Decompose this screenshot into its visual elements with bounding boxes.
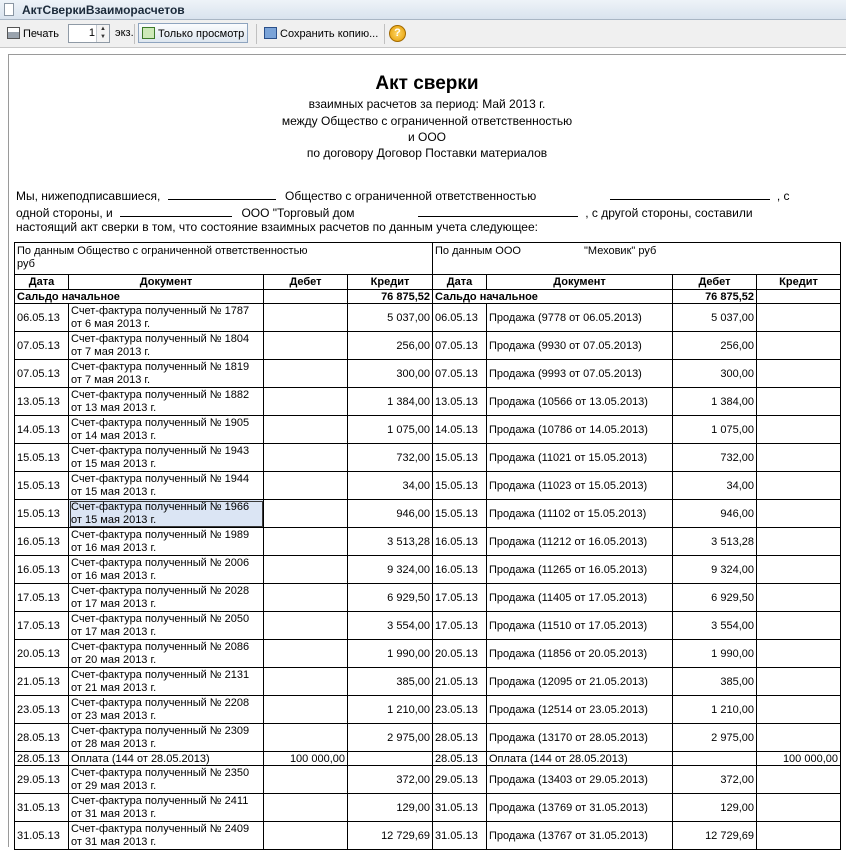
row-right-credit[interactable]	[757, 724, 841, 752]
row-right-document[interactable]: Продажа (11102 от 15.05.2013)	[487, 500, 673, 528]
table-row	[15, 500, 841, 528]
row-right-credit[interactable]	[757, 766, 841, 794]
row-left-credit[interactable]: 256,00	[348, 332, 433, 360]
row-left-credit[interactable]: 1 990,00	[348, 640, 433, 668]
row-left-credit[interactable]: 12 729,69	[348, 822, 433, 850]
row-left-date[interactable]: 28.05.13	[15, 752, 69, 766]
save-copy-button[interactable]	[260, 23, 382, 43]
row-right-credit[interactable]: 100 000,00	[757, 752, 841, 766]
row-right-debit[interactable]: 256,00	[673, 332, 757, 360]
row-left-date[interactable]: 15.05.13	[15, 500, 69, 528]
row-right-date[interactable]: 13.05.13	[433, 388, 487, 416]
intro-text: , с другой стороны, составили	[585, 206, 753, 220]
row-right-debit[interactable]	[673, 752, 757, 766]
row-left-date[interactable]: 31.05.13	[15, 794, 69, 822]
row-right-debit[interactable]: 6 929,50	[673, 584, 757, 612]
printer-icon	[7, 27, 20, 39]
row-left-document[interactable]: Счет-фактура полученный № 2131 от 21 мая 2013 г.	[69, 668, 264, 696]
table-row	[15, 584, 841, 612]
table-row	[15, 794, 841, 822]
table-row	[15, 304, 841, 332]
right-party-name: По данным ООО	[435, 245, 521, 257]
row-left-credit[interactable]: 1 075,00	[348, 416, 433, 444]
row-left-date[interactable]: 23.05.13	[15, 696, 69, 724]
row-right-credit[interactable]	[757, 472, 841, 500]
doc-title: Акт сверки	[375, 73, 479, 94]
row-left-date[interactable]: 15.05.13	[15, 472, 69, 500]
view-only-icon	[142, 27, 155, 39]
row-left-date[interactable]: 13.05.13	[15, 388, 69, 416]
row-left-credit[interactable]: 5 037,00	[348, 304, 433, 332]
row-left-document[interactable]: Счет-фактура полученный № 1944 от 15 мая 2013 г.	[69, 472, 264, 500]
right-party-currency: "Меховик" руб	[584, 245, 657, 257]
row-left-credit[interactable]: 129,00	[348, 794, 433, 822]
row-left-document[interactable]: Счет-фактура полученный № 2006 от 16 мая 2013 г.	[69, 556, 264, 584]
row-left-date[interactable]: 07.05.13	[15, 360, 69, 388]
row-right-document[interactable]: Продажа (12514 от 23.05.2013)	[487, 696, 673, 724]
row-left-credit[interactable]	[348, 752, 433, 766]
intro-text: Общество с ограниченной ответственностью	[285, 189, 537, 203]
row-left-date[interactable]: 16.05.13	[15, 556, 69, 584]
left-party-currency: руб	[17, 258, 35, 270]
intro-text: Мы, нижеподписавшиеся,	[16, 189, 161, 203]
table-row	[15, 416, 841, 444]
row-right-debit[interactable]: 2 975,00	[673, 724, 757, 752]
row-right-date[interactable]: 28.05.13	[433, 752, 487, 766]
row-left-debit[interactable]	[264, 500, 348, 528]
row-right-document[interactable]: Продажа (11510 от 17.05.2013)	[487, 612, 673, 640]
row-left-debit[interactable]: 100 000,00	[264, 752, 348, 766]
row-left-debit[interactable]	[264, 794, 348, 822]
row-right-document[interactable]: Продажа (10566 от 13.05.2013)	[487, 388, 673, 416]
row-left-date[interactable]: 20.05.13	[15, 640, 69, 668]
row-right-credit[interactable]	[757, 416, 841, 444]
print-button[interactable]	[3, 23, 63, 43]
row-left-document[interactable]: Счет-фактура полученный № 1804 от 7 мая 2013 г.	[69, 332, 264, 360]
row-right-date[interactable]: 31.05.13	[433, 794, 487, 822]
table-row	[15, 724, 841, 752]
row-right-debit[interactable]: 946,00	[673, 500, 757, 528]
intro-line-2	[16, 204, 838, 220]
row-left-debit[interactable]	[264, 416, 348, 444]
row-right-document[interactable]: Продажа (11265 от 16.05.2013)	[487, 556, 673, 584]
row-left-document[interactable]: Счет-фактура полученный № 2350 от 29 мая 2013 г.	[69, 766, 264, 794]
row-right-document[interactable]: Оплата (144 от 28.05.2013)	[487, 752, 673, 766]
print-label: Печать	[23, 28, 60, 40]
row-right-date[interactable]: 17.05.13	[433, 584, 487, 612]
left-party-header	[15, 243, 433, 275]
row-right-debit[interactable]: 732,00	[673, 444, 757, 472]
right-party-header	[433, 243, 841, 275]
window-titlebar	[0, 0, 846, 20]
doc-subtitle-between: между Общество с ограниченной ответственностью	[281, 114, 573, 128]
row-right-document[interactable]: Продажа (13403 от 29.05.2013)	[487, 766, 673, 794]
table-row	[15, 444, 841, 472]
row-right-debit[interactable]: 372,00	[673, 766, 757, 794]
row-right-debit[interactable]: 1 384,00	[673, 388, 757, 416]
table-row	[15, 528, 841, 556]
col-header-debit: Дебет	[264, 275, 348, 290]
row-right-credit[interactable]	[757, 304, 841, 332]
window-title: АктСверкиВзаиморасчетов	[22, 3, 185, 17]
row-left-date[interactable]: 06.05.13	[15, 304, 69, 332]
row-left-debit[interactable]	[264, 332, 348, 360]
table-row	[15, 752, 841, 766]
row-left-debit[interactable]	[264, 304, 348, 332]
row-right-debit[interactable]: 300,00	[673, 360, 757, 388]
save-copy-label: Сохранить копию...	[280, 28, 379, 40]
row-left-debit[interactable]	[264, 612, 348, 640]
table-row	[15, 640, 841, 668]
row-left-debit[interactable]	[264, 668, 348, 696]
row-right-date[interactable]: 31.05.13	[433, 822, 487, 850]
row-left-debit[interactable]	[264, 584, 348, 612]
row-left-date[interactable]: 14.05.13	[15, 416, 69, 444]
doc-subtitle-contract: по договору Договор Поставки материалов	[306, 146, 548, 160]
row-right-credit[interactable]	[757, 612, 841, 640]
row-right-document[interactable]: Продажа (13767 от 31.05.2013)	[487, 822, 673, 850]
intro-text: ООО "Торговый дом	[241, 206, 355, 220]
stepper-arrows-icon[interactable]: ▲ ▼	[96, 25, 109, 42]
row-left-debit[interactable]	[264, 556, 348, 584]
row-right-credit[interactable]	[757, 388, 841, 416]
table-row	[15, 360, 841, 388]
opening-balance-label: Сальдо начальное	[433, 290, 673, 304]
row-right-credit[interactable]	[757, 528, 841, 556]
row-left-date[interactable]: 21.05.13	[15, 668, 69, 696]
row-right-debit[interactable]: 1 210,00	[673, 696, 757, 724]
signature-blank	[120, 204, 232, 217]
help-button[interactable]: ?	[389, 25, 406, 42]
row-right-credit[interactable]	[757, 794, 841, 822]
row-left-credit[interactable]: 34,00	[348, 472, 433, 500]
row-left-credit[interactable]: 2 975,00	[348, 724, 433, 752]
row-left-document[interactable]: Счет-фактура полученный № 1905 от 14 мая 2013 г.	[69, 416, 264, 444]
row-left-credit[interactable]: 732,00	[348, 444, 433, 472]
row-left-credit[interactable]: 946,00	[348, 500, 433, 528]
row-left-date[interactable]: 31.05.13	[15, 822, 69, 850]
row-left-document[interactable]: Счет-фактура полученный № 2309 от 28 мая 2013 г.	[69, 724, 264, 752]
signature-blank	[168, 187, 276, 200]
row-left-credit[interactable]: 1 210,00	[348, 696, 433, 724]
row-right-credit[interactable]	[757, 332, 841, 360]
intro-text: , с	[776, 189, 790, 203]
row-right-document[interactable]: Продажа (11212 от 16.05.2013)	[487, 528, 673, 556]
toolbar	[0, 20, 846, 48]
col-header-document: Документ	[69, 275, 264, 290]
row-right-date[interactable]: 28.05.13	[433, 724, 487, 752]
row-left-credit[interactable]: 6 929,50	[348, 584, 433, 612]
row-left-debit[interactable]	[264, 388, 348, 416]
row-left-document[interactable]: Оплата (144 от 28.05.2013)	[69, 752, 264, 766]
row-right-debit[interactable]: 385,00	[673, 668, 757, 696]
col-header-credit: Кредит	[348, 275, 433, 290]
row-right-date[interactable]: 06.05.13	[433, 304, 487, 332]
row-right-date[interactable]: 15.05.13	[433, 472, 487, 500]
row-left-date[interactable]: 07.05.13	[15, 332, 69, 360]
row-right-document[interactable]: Продажа (11023 от 15.05.2013)	[487, 472, 673, 500]
row-right-date[interactable]: 14.05.13	[433, 416, 487, 444]
row-right-document[interactable]: Продажа (13170 от 28.05.2013)	[487, 724, 673, 752]
row-left-date[interactable]: 16.05.13	[15, 528, 69, 556]
row-left-debit[interactable]	[264, 640, 348, 668]
col-header-date: Дата	[433, 275, 487, 290]
save-disk-icon	[264, 27, 277, 39]
row-right-credit[interactable]	[757, 360, 841, 388]
row-left-date[interactable]: 17.05.13	[15, 584, 69, 612]
row-left-document[interactable]: Счет-фактура полученный № 2208 от 23 мая 2013 г.	[69, 696, 264, 724]
table-row	[15, 668, 841, 696]
row-right-credit[interactable]	[757, 640, 841, 668]
row-right-date[interactable]: 21.05.13	[433, 668, 487, 696]
toolbar-separator	[134, 24, 135, 44]
row-left-debit[interactable]	[264, 528, 348, 556]
intro-text: одной стороны, и	[16, 206, 113, 220]
row-left-document[interactable]: Счет-фактура полученный № 2411 от 31 мая 2013 г.	[69, 794, 264, 822]
row-right-date[interactable]: 29.05.13	[433, 766, 487, 794]
row-left-debit[interactable]	[264, 444, 348, 472]
row-right-document[interactable]: Продажа (9778 от 06.05.2013)	[487, 304, 673, 332]
row-left-credit[interactable]: 3 513,28	[348, 528, 433, 556]
row-left-document[interactable]: Счет-фактура полученный № 1819 от 7 мая 2013 г.	[69, 360, 264, 388]
document-icon	[4, 3, 14, 16]
opening-balance-row	[15, 290, 841, 304]
row-left-date[interactable]: 17.05.13	[15, 612, 69, 640]
table-row	[15, 766, 841, 794]
view-only-toggle[interactable]	[138, 23, 248, 43]
row-right-date[interactable]: 23.05.13	[433, 696, 487, 724]
row-right-debit[interactable]: 9 324,00	[673, 556, 757, 584]
row-left-debit[interactable]	[264, 360, 348, 388]
table-row	[15, 332, 841, 360]
row-left-document[interactable]: Счет-фактура полученный № 1787 от 6 мая 2013 г.	[69, 304, 264, 332]
row-right-debit[interactable]: 1 990,00	[673, 640, 757, 668]
row-right-date[interactable]: 07.05.13	[433, 332, 487, 360]
copies-value: 1	[88, 27, 95, 39]
row-left-date[interactable]: 28.05.13	[15, 724, 69, 752]
row-left-document[interactable]: Счет-фактура полученный № 2050 от 17 мая 2013 г.	[69, 612, 264, 640]
row-right-document[interactable]: Продажа (11856 от 20.05.2013)	[487, 640, 673, 668]
row-right-credit[interactable]	[757, 444, 841, 472]
row-left-date[interactable]: 29.05.13	[15, 766, 69, 794]
row-right-document[interactable]: Продажа (11021 от 15.05.2013)	[487, 444, 673, 472]
row-right-credit[interactable]	[757, 500, 841, 528]
row-left-document[interactable]: Счет-фактура полученный № 1882 от 13 мая 2013 г.	[69, 388, 264, 416]
row-right-credit[interactable]	[757, 584, 841, 612]
row-right-date[interactable]: 17.05.13	[433, 612, 487, 640]
column-header-row	[15, 275, 841, 290]
opening-right-debit: 76 875,52	[673, 290, 757, 304]
intro-line-3: настоящий акт сверки в том, что состояние взаимных расчетов по данным учета следующее:	[16, 220, 538, 234]
table-row	[15, 822, 841, 850]
row-left-document[interactable]: Счет-фактура полученный № 1943 от 15 мая 2013 г.	[69, 444, 264, 472]
row-left-debit[interactable]	[264, 472, 348, 500]
opening-left-debit	[264, 290, 348, 304]
row-left-debit[interactable]	[264, 822, 348, 850]
row-left-credit[interactable]: 385,00	[348, 668, 433, 696]
row-right-debit[interactable]: 12 729,69	[673, 822, 757, 850]
row-right-document[interactable]: Продажа (9993 от 07.05.2013)	[487, 360, 673, 388]
toolbar-separator	[256, 24, 257, 44]
row-right-date[interactable]: 07.05.13	[433, 360, 487, 388]
view-only-label: Только просмотр	[158, 28, 245, 40]
row-right-debit[interactable]: 129,00	[673, 794, 757, 822]
reconciliation-table	[14, 242, 841, 850]
signature-blank	[418, 204, 578, 217]
toolbar-separator	[384, 24, 385, 44]
signature-blank	[610, 187, 770, 200]
row-right-debit[interactable]: 5 037,00	[673, 304, 757, 332]
col-header-credit: Кредит	[757, 275, 841, 290]
row-right-date[interactable]: 16.05.13	[433, 528, 487, 556]
row-right-date[interactable]: 15.05.13	[433, 444, 487, 472]
opening-left-credit: 76 875,52	[348, 290, 433, 304]
copies-suffix: экз.	[115, 27, 134, 39]
intro-line-1	[16, 187, 838, 203]
doc-subtitle-period: взаимных расчетов за период: Май 2013 г.	[308, 97, 546, 111]
row-right-date[interactable]: 15.05.13	[433, 500, 487, 528]
col-header-debit: Дебет	[673, 275, 757, 290]
row-right-document[interactable]: Продажа (13769 от 31.05.2013)	[487, 794, 673, 822]
table-row	[15, 612, 841, 640]
row-right-credit[interactable]	[757, 696, 841, 724]
left-party-name: По данным Общество с ограниченной ответственностью	[17, 245, 308, 257]
row-left-credit[interactable]: 3 554,00	[348, 612, 433, 640]
opening-right-credit	[757, 290, 841, 304]
row-right-debit[interactable]: 3 513,28	[673, 528, 757, 556]
row-right-debit[interactable]: 3 554,00	[673, 612, 757, 640]
table-row	[15, 472, 841, 500]
row-left-date[interactable]: 15.05.13	[15, 444, 69, 472]
row-right-debit[interactable]: 1 075,00	[673, 416, 757, 444]
row-left-credit[interactable]: 372,00	[348, 766, 433, 794]
table-row	[15, 696, 841, 724]
row-right-credit[interactable]	[757, 556, 841, 584]
row-left-document[interactable]: Счет-фактура полученный № 2086 от 20 мая 2013 г.	[69, 640, 264, 668]
col-header-document: Документ	[487, 275, 673, 290]
row-left-document[interactable]: Счет-фактура полученный № 2028 от 17 мая 2013 г.	[69, 584, 264, 612]
row-left-debit[interactable]	[264, 766, 348, 794]
table-row	[15, 556, 841, 584]
row-left-document[interactable]: Счет-фактура полученный № 1966 от 15 мая 2013 г.	[69, 500, 264, 528]
row-left-document[interactable]: Счет-фактура полученный № 1989 от 16 мая 2013 г.	[69, 528, 264, 556]
table-row	[15, 388, 841, 416]
opening-balance-label: Сальдо начальное	[15, 290, 264, 304]
col-header-date: Дата	[15, 275, 69, 290]
row-right-date[interactable]: 20.05.13	[433, 640, 487, 668]
row-right-credit[interactable]	[757, 822, 841, 850]
row-right-date[interactable]: 16.05.13	[433, 556, 487, 584]
copies-stepper[interactable]	[68, 24, 110, 43]
row-right-document[interactable]: Продажа (10786 от 14.05.2013)	[487, 416, 673, 444]
row-left-credit[interactable]: 1 384,00	[348, 388, 433, 416]
row-right-document[interactable]: Продажа (9930 от 07.05.2013)	[487, 332, 673, 360]
row-left-credit[interactable]: 9 324,00	[348, 556, 433, 584]
row-left-debit[interactable]	[264, 696, 348, 724]
row-left-credit[interactable]: 300,00	[348, 360, 433, 388]
doc-subtitle-and: и ООО	[407, 130, 447, 144]
row-right-debit[interactable]: 34,00	[673, 472, 757, 500]
row-right-document[interactable]: Продажа (11405 от 17.05.2013)	[487, 584, 673, 612]
row-right-credit[interactable]	[757, 668, 841, 696]
row-right-document[interactable]: Продажа (12095 от 21.05.2013)	[487, 668, 673, 696]
row-left-debit[interactable]	[264, 724, 348, 752]
row-left-document[interactable]: Счет-фактура полученный № 2409 от 31 мая 2013 г.	[69, 822, 264, 850]
